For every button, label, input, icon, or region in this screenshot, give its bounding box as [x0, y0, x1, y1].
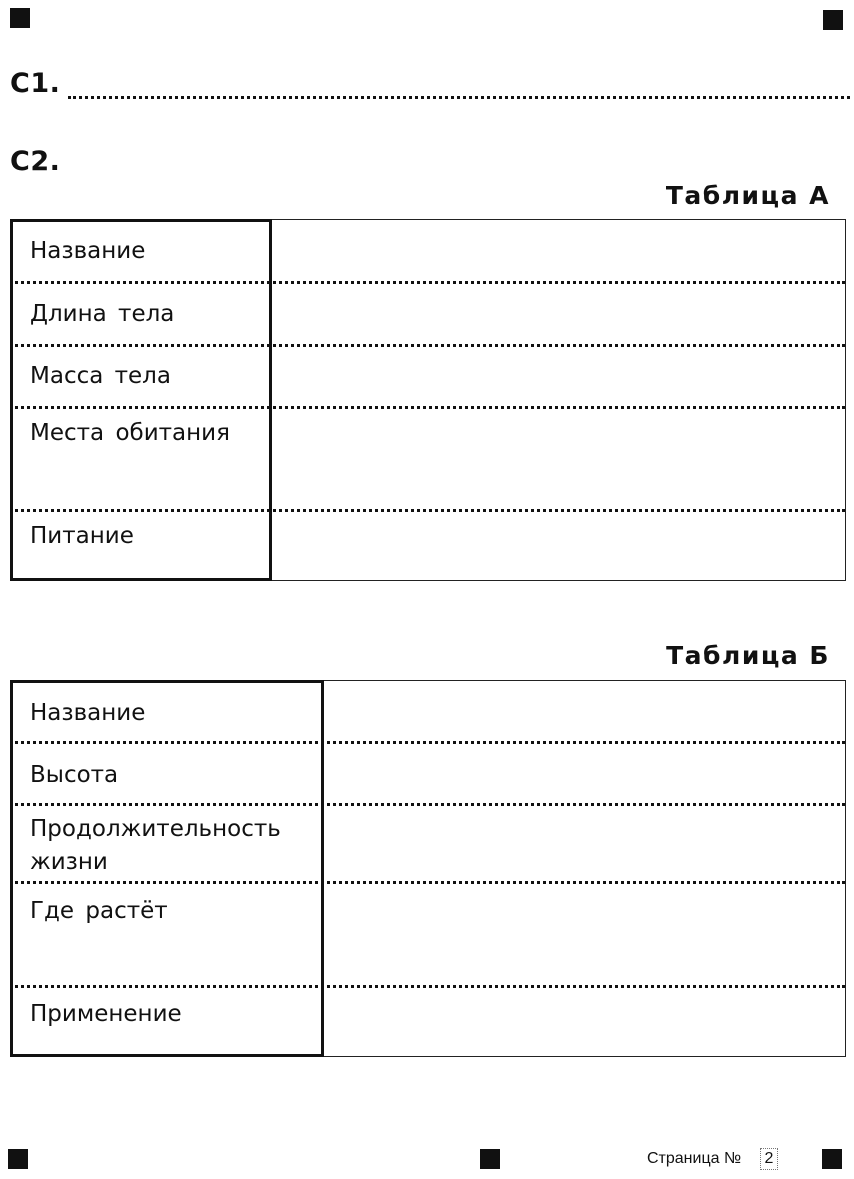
table-a — [10, 219, 846, 581]
table-a-row-divider — [10, 509, 845, 512]
table-a-row-divider — [10, 406, 845, 409]
table-a-row-divider — [10, 344, 845, 347]
table-b-label-lifespan: Продолжительность жизни — [30, 816, 281, 875]
table-a-label-habitat: Места обитания — [30, 420, 230, 446]
answer-line-c1[interactable] — [68, 96, 850, 99]
registration-marker-bottom-center — [480, 1149, 500, 1169]
table-b — [10, 680, 846, 1057]
table-b-title: Таблица Б — [666, 641, 830, 670]
table-a-label-diet: Питание — [30, 523, 134, 549]
table-b-label-height: Высота — [30, 762, 119, 788]
table-b-row-divider — [10, 803, 845, 806]
table-b-row-divider — [10, 985, 845, 988]
table-b-row-divider — [10, 881, 845, 884]
registration-marker-top-right — [823, 10, 843, 30]
page-label: Страница № — [647, 1150, 742, 1167]
table-b-label-name: Название — [30, 700, 146, 726]
table-a-label-name: Название — [30, 238, 146, 264]
table-b-label-usage: Применение — [30, 1001, 182, 1027]
table-a-title: Таблица А — [665, 181, 830, 210]
table-a-row-divider — [10, 281, 845, 284]
registration-marker-bottom-right — [822, 1149, 842, 1169]
question-c1-label: С1. — [10, 68, 61, 99]
table-b-label-where-grows: Где растёт — [30, 898, 168, 924]
table-a-label-body-length: Длина тела — [30, 301, 175, 327]
registration-marker-bottom-left — [8, 1149, 28, 1169]
table-a-label-body-mass: Масса тела — [30, 363, 171, 389]
question-c2-label: С2. — [10, 146, 61, 177]
registration-marker-top-left — [10, 8, 30, 28]
page-number: 2 — [760, 1148, 778, 1170]
table-b-row-divider — [10, 741, 845, 744]
